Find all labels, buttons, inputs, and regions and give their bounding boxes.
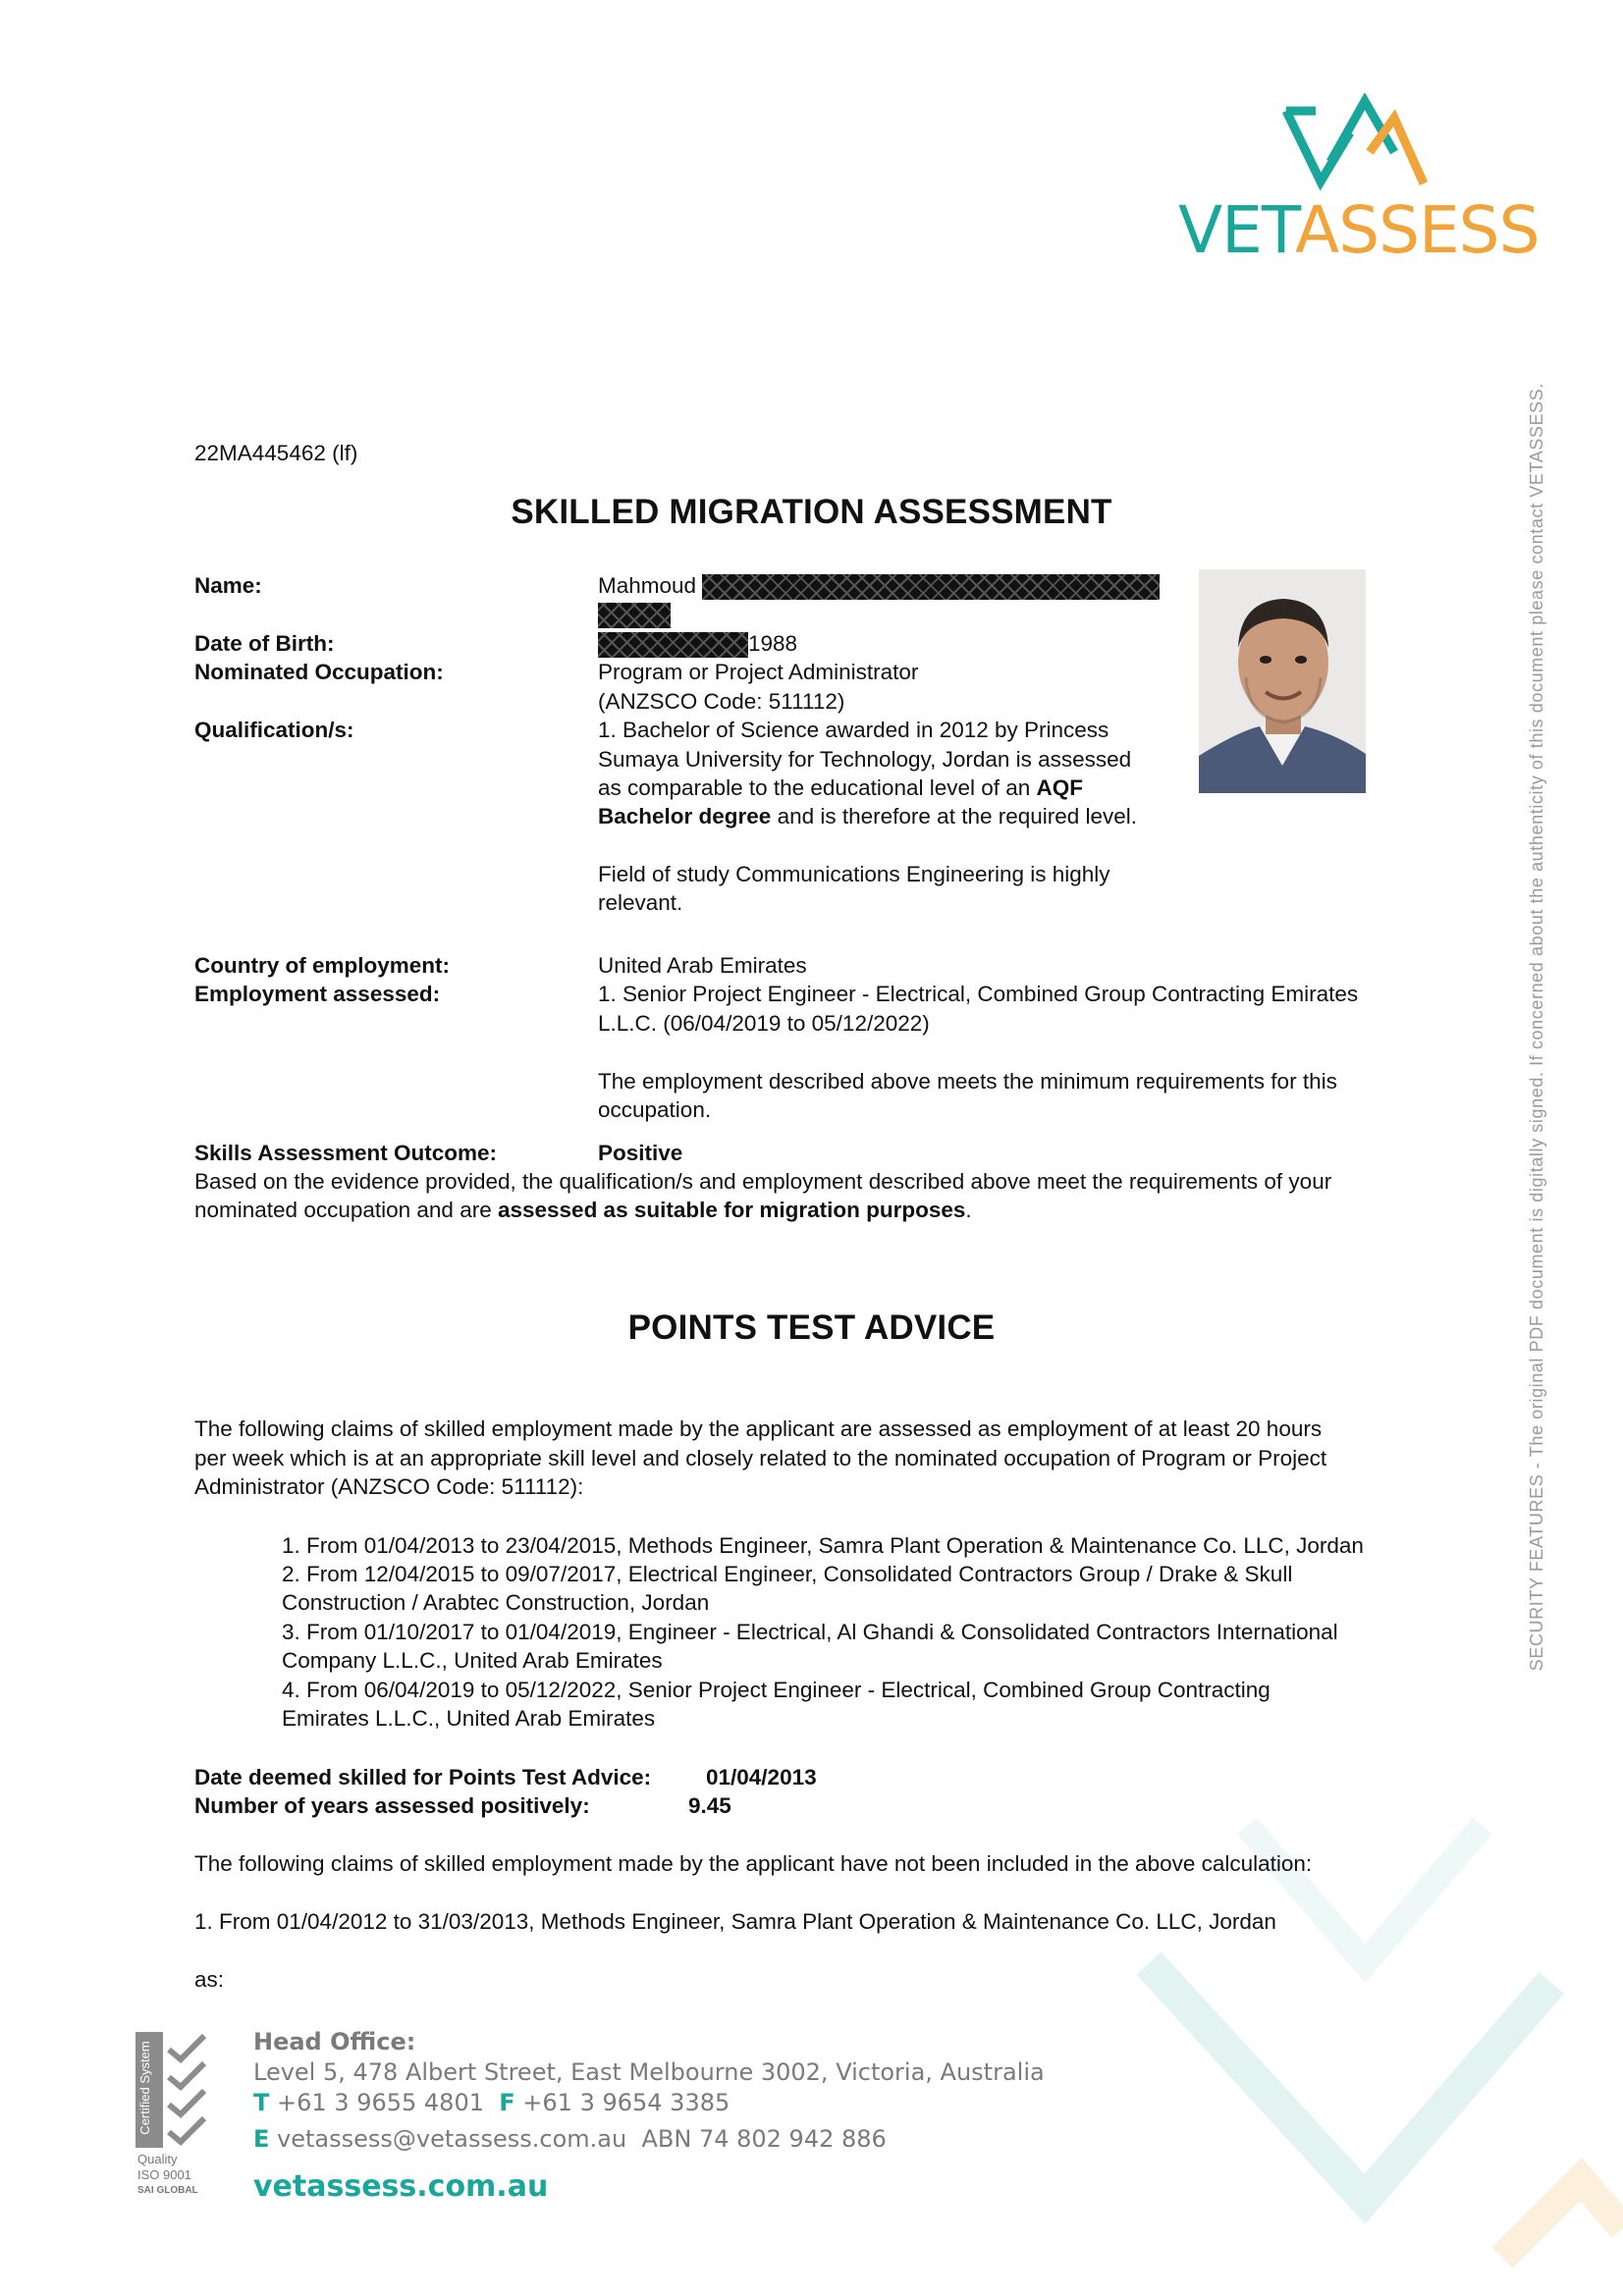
phone-number: +61 3 9655 4801: [277, 2089, 484, 2116]
occupation-label: Nominated Occupation:: [194, 660, 444, 684]
outcome-value: Positive: [598, 1141, 683, 1165]
assessment-title: SKILLED MIGRATION ASSESSMENT: [511, 493, 1112, 531]
qualification-line-3-text: as comparable to the educational level of an: [598, 775, 1037, 800]
outcome-text-1: Based on the evidence provided, the qualification/s and employment described above meet the requirements of your: [194, 1169, 1332, 1194]
claim-line-7: Emirates L.L.C., United Arab Emirates: [282, 1706, 656, 1731]
as-text: as:: [194, 1967, 225, 1992]
fax-letter: F: [499, 2089, 515, 2116]
reference-number: 22MA445462 (lf): [194, 441, 358, 465]
logo-text-assess: ASSESS: [1295, 192, 1540, 268]
cert-iso-text: ISO 9001: [137, 2167, 191, 2182]
name-field: [598, 571, 1160, 601]
claim-line-5: Company L.L.C., United Arab Emirates: [282, 1648, 663, 1673]
dob-value: 1988: [748, 631, 798, 656]
qualification-line-4: [598, 802, 1137, 831]
logo-mark-icon: [1281, 93, 1429, 191]
vetassess-logo: [1178, 93, 1551, 280]
checkmark-icon: [165, 2032, 210, 2148]
points-title: POINTS TEST ADVICE: [627, 1308, 996, 1347]
years-value: 9.45: [688, 1793, 731, 1818]
years-label: Number of years assessed positively:: [194, 1793, 590, 1818]
field-of-study-2: relevant.: [598, 890, 683, 915]
occupation-value: Program or Project Administrator: [598, 660, 919, 684]
claim-line-1: 1. From 01/04/2013 to 23/04/2015, Methods Engineer, Samra Plant Operation & Maintenance Co. LLC, Jordan: [282, 1533, 1364, 1558]
name-redaction-2: [598, 603, 671, 628]
country-value: United Arab Emirates: [598, 953, 807, 978]
name-redaction: [702, 574, 1160, 600]
qualification-line-3: [598, 774, 1083, 803]
qualification-bachelor: Bachelor degree: [598, 804, 772, 828]
dob-label: Date of Birth:: [194, 631, 335, 656]
applicant-photo: [1199, 569, 1366, 793]
occupation-code: (ANZSCO Code: 511112): [598, 689, 845, 714]
claim-line-3: Construction / Arabtec Construction, Jordan: [282, 1590, 710, 1615]
outcome-text-2a: nominated occupation and are: [194, 1198, 498, 1222]
qualification-line-1: 1. Bachelor of Science awarded in 2012 by Princess: [598, 718, 1109, 742]
employment-value-1: 1. Senior Project Engineer - Electrical, Combined Group Contracting Emirates: [598, 982, 1359, 1006]
points-intro-2: per week which is at an appropriate skill level and closely related to the nominated occupation of Program or Project: [194, 1446, 1327, 1470]
name-value: Mahmoud: [598, 573, 697, 598]
field-of-study-1: Field of study Communications Engineering is highly: [598, 862, 1110, 886]
fax-number: +61 3 9654 3385: [522, 2089, 730, 2116]
outcome-label: Skills Assessment Outcome:: [194, 1141, 498, 1165]
employment-note-2: occupation.: [598, 1097, 712, 1122]
dob-field: [598, 629, 797, 659]
logo-text-vet: VET: [1178, 192, 1296, 268]
date-deemed-value: 01/04/2013: [706, 1765, 817, 1789]
employment-value-2: L.L.C. (06/04/2019 to 05/12/2022): [598, 1011, 930, 1036]
email-address: vetassess@vetassess.com.au: [277, 2125, 627, 2153]
outcome-text-2: [194, 1196, 972, 1225]
claim-line-2: 2. From 12/04/2015 to 09/07/2017, Electrical Engineer, Consolidated Contractors Group / Drake & Skull: [282, 1562, 1293, 1586]
cert-sai-text: SAI GLOBAL: [137, 2185, 198, 2196]
dob-redaction: [598, 632, 748, 658]
email-line: [253, 2125, 887, 2153]
date-deemed-label: Date deemed skilled for Points Test Advice:: [194, 1765, 652, 1789]
name-label: Name:: [194, 573, 262, 598]
country-label: Country of employment:: [194, 953, 451, 978]
head-office-address: Level 5, 478 Albert Street, East Melbourne 3002, Victoria, Australia: [253, 2058, 1045, 2086]
excluded-intro: The following claims of skilled employment made by the applicant have not been included in the above calculation:: [194, 1851, 1313, 1876]
employment-note-1: The employment described above meets the minimum requirements for this: [598, 1069, 1337, 1094]
excluded-claim-1: 1. From 01/04/2012 to 31/03/2013, Methods Engineer, Samra Plant Operation & Maintenance Co. LLC, Jordan: [194, 1909, 1276, 1934]
background-chevron-decoration: [1129, 1767, 1623, 2296]
points-intro-1: The following claims of skilled employment made by the applicant are assessed as employment of at least 20 hours: [194, 1416, 1323, 1441]
phone-line: [253, 2089, 730, 2116]
qualification-tail: and is therefore at the required level.: [771, 804, 1138, 828]
qualification-line-2: Sumaya University for Technology, Jordan is assessed: [598, 747, 1132, 772]
cert-quality-text: Quality: [137, 2152, 178, 2166]
certified-system-badge: [135, 2032, 214, 2199]
qualification-label: Qualification/s:: [194, 718, 354, 742]
head-office-label: Head Office:: [253, 2028, 416, 2056]
points-intro-3: Administrator (ANZSCO Code: 511112):: [194, 1474, 584, 1499]
cert-system-text: Certified System: [137, 2041, 152, 2135]
website-link[interactable]: vetassess.com.au: [253, 2169, 549, 2204]
security-watermark: SECURITY FEATURES - The original PDF document is digitally signed. If concerned about the authenticity of this document please contact VETASSESS.: [1527, 383, 1546, 1672]
outcome-text-2b: assessed as suitable for migration purposes: [497, 1198, 966, 1222]
phone-letter: T: [253, 2089, 270, 2116]
claim-line-6: 4. From 06/04/2019 to 05/12/2022, Senior Project Engineer - Electrical, Combined Group Contracting: [282, 1678, 1271, 1702]
abn-number: ABN 74 802 942 886: [641, 2125, 887, 2153]
qualification-aqf: AQF: [1036, 775, 1084, 800]
outcome-text-2c: .: [965, 1198, 972, 1222]
employment-label: Employment assessed:: [194, 982, 441, 1006]
email-letter: E: [253, 2125, 270, 2153]
claim-line-4: 3. From 01/10/2017 to 01/04/2019, Engineer - Electrical, Al Ghandi & Consolidated Contractors International: [282, 1620, 1338, 1644]
